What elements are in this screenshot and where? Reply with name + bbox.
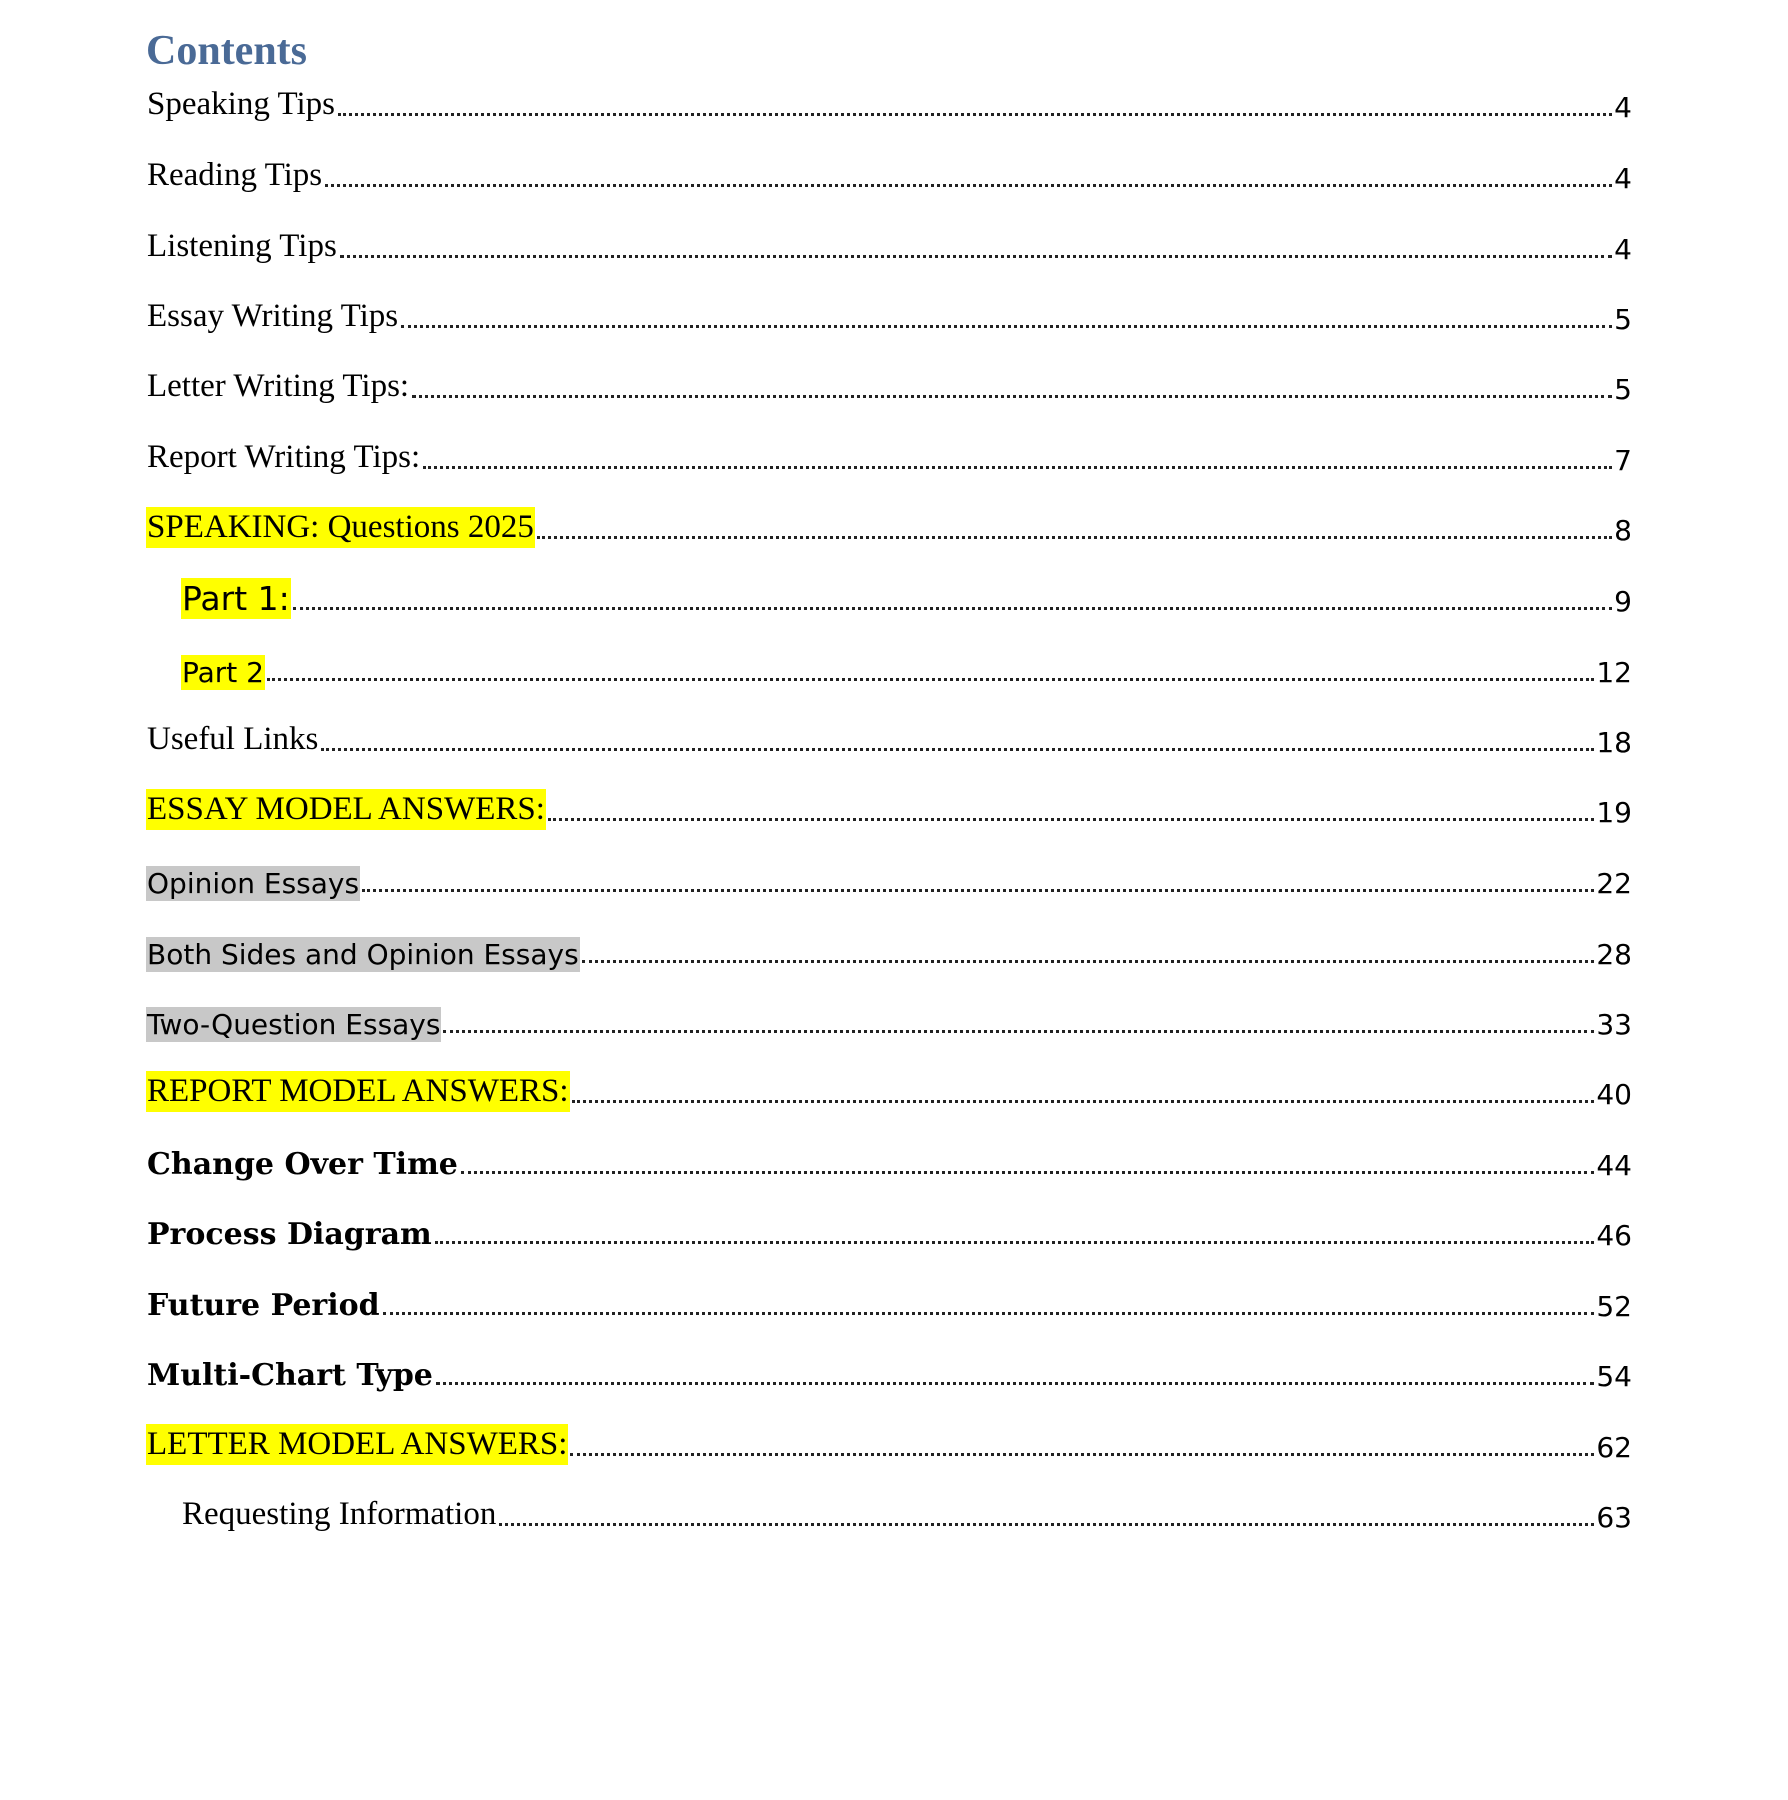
dot-leader [537, 536, 1612, 539]
toc-entry-page-number: 44 [1596, 1149, 1632, 1182]
toc-entry[interactable] [146, 148, 1632, 196]
toc-entry-page-number: 33 [1596, 1008, 1632, 1041]
toc-entry-page-number: 40 [1596, 1078, 1632, 1111]
toc-entry[interactable] [146, 1064, 1632, 1112]
toc-entry[interactable] [146, 712, 1632, 760]
toc-heading: Contents [146, 28, 308, 74]
toc-entry-title: Essay Writing Tips [147, 297, 399, 334]
toc-entry-title: Listening Tips [147, 227, 337, 264]
toc-entry[interactable] [146, 1276, 1632, 1324]
dot-leader [383, 1312, 1595, 1315]
toc-entry[interactable] [181, 571, 1632, 619]
toc-entry-title: Change Over Time [147, 1146, 458, 1182]
dot-leader [325, 184, 1612, 187]
toc-entry-title: Part 2 [182, 656, 264, 689]
toc-entry-page-number: 7 [1614, 444, 1632, 477]
toc-entry-page-number: 4 [1614, 91, 1632, 124]
dot-leader [412, 395, 1612, 398]
toc-entry-title: Letter Writing Tips: [147, 367, 410, 404]
toc-entry-title: Multi-Chart Type [147, 1357, 433, 1393]
toc-entry-page-number: 19 [1596, 796, 1632, 829]
toc-entry-page-number: 54 [1596, 1360, 1632, 1393]
toc-entry-title: Future Period [147, 1287, 380, 1323]
toc-entry-page-number: 9 [1614, 585, 1632, 618]
toc-entry[interactable] [146, 924, 1632, 972]
toc-entry[interactable] [146, 500, 1632, 548]
toc-entry-title: Report Writing Tips: [147, 438, 421, 475]
dot-leader [461, 1171, 1594, 1174]
toc-entry[interactable] [146, 219, 1632, 267]
toc-entry-page-number: 4 [1614, 162, 1632, 195]
dot-leader [321, 748, 1594, 751]
toc-entry[interactable] [146, 430, 1632, 478]
toc-entry-title: Reading Tips [147, 156, 323, 193]
toc-entry-title: Speaking Tips [147, 85, 335, 122]
toc-entry-title: Useful Links [147, 720, 319, 757]
dot-leader [572, 1100, 1595, 1103]
dot-leader [436, 1382, 1594, 1385]
dot-leader [435, 1241, 1595, 1244]
dot-leader [340, 255, 1612, 258]
dot-leader [443, 1030, 1594, 1033]
dot-leader [401, 325, 1612, 328]
toc-entry-page-number: 28 [1596, 938, 1632, 971]
toc-entry[interactable] [146, 1205, 1632, 1253]
dot-leader [423, 466, 1612, 469]
toc-entry-title: Both Sides and Opinion Essays [147, 938, 579, 971]
toc-entry[interactable] [146, 853, 1632, 901]
toc-entry-title: ESSAY MODEL ANSWERS: [146, 789, 546, 830]
toc-entry-page-number: 18 [1596, 726, 1632, 759]
toc-entry[interactable] [146, 1135, 1632, 1183]
toc-entry[interactable] [181, 642, 1632, 690]
toc-entry-page-number: 5 [1614, 373, 1632, 406]
dot-leader [362, 889, 1594, 892]
dot-leader [582, 960, 1595, 963]
toc-entry-page-number: 63 [1596, 1501, 1632, 1534]
toc-entry-title: Process Diagram [147, 1216, 432, 1252]
toc-entry[interactable] [146, 994, 1632, 1042]
dot-leader [338, 113, 1612, 116]
toc-entry-title: Two-Question Essays [147, 1008, 441, 1041]
toc-entry-page-number: 46 [1596, 1219, 1632, 1252]
toc-entry-page-number: 4 [1614, 233, 1632, 266]
toc-entry-title: Requesting Information [182, 1495, 497, 1532]
toc-entry[interactable] [181, 1487, 1632, 1535]
dot-leader [267, 678, 1594, 681]
toc-entry-page-number: 22 [1596, 867, 1632, 900]
toc-entry-page-number: 62 [1596, 1431, 1632, 1464]
toc-entry[interactable] [146, 1417, 1632, 1465]
toc-entry-title: Opinion Essays [147, 867, 360, 900]
toc-entry-page-number: 12 [1596, 656, 1632, 689]
toc-entry-title: REPORT MODEL ANSWERS: [146, 1071, 570, 1112]
toc-entry[interactable] [146, 1346, 1632, 1394]
toc-entry-page-number: 52 [1596, 1290, 1632, 1323]
toc-entry-title: LETTER MODEL ANSWERS: [146, 1424, 568, 1465]
toc-entry-page-number: 5 [1614, 303, 1632, 336]
toc-entry[interactable] [146, 77, 1632, 125]
toc-entry-title: Part 1: [182, 578, 290, 618]
dot-leader [570, 1453, 1594, 1456]
toc-entry[interactable] [146, 782, 1632, 830]
dot-leader [499, 1523, 1594, 1526]
dot-leader [548, 818, 1594, 821]
dot-leader [293, 607, 1612, 610]
toc-entry-title: SPEAKING: Questions 2025 [146, 507, 535, 548]
toc-entry[interactable] [146, 359, 1632, 407]
toc-entry-page-number: 8 [1614, 514, 1632, 547]
toc-entry[interactable] [146, 289, 1632, 337]
